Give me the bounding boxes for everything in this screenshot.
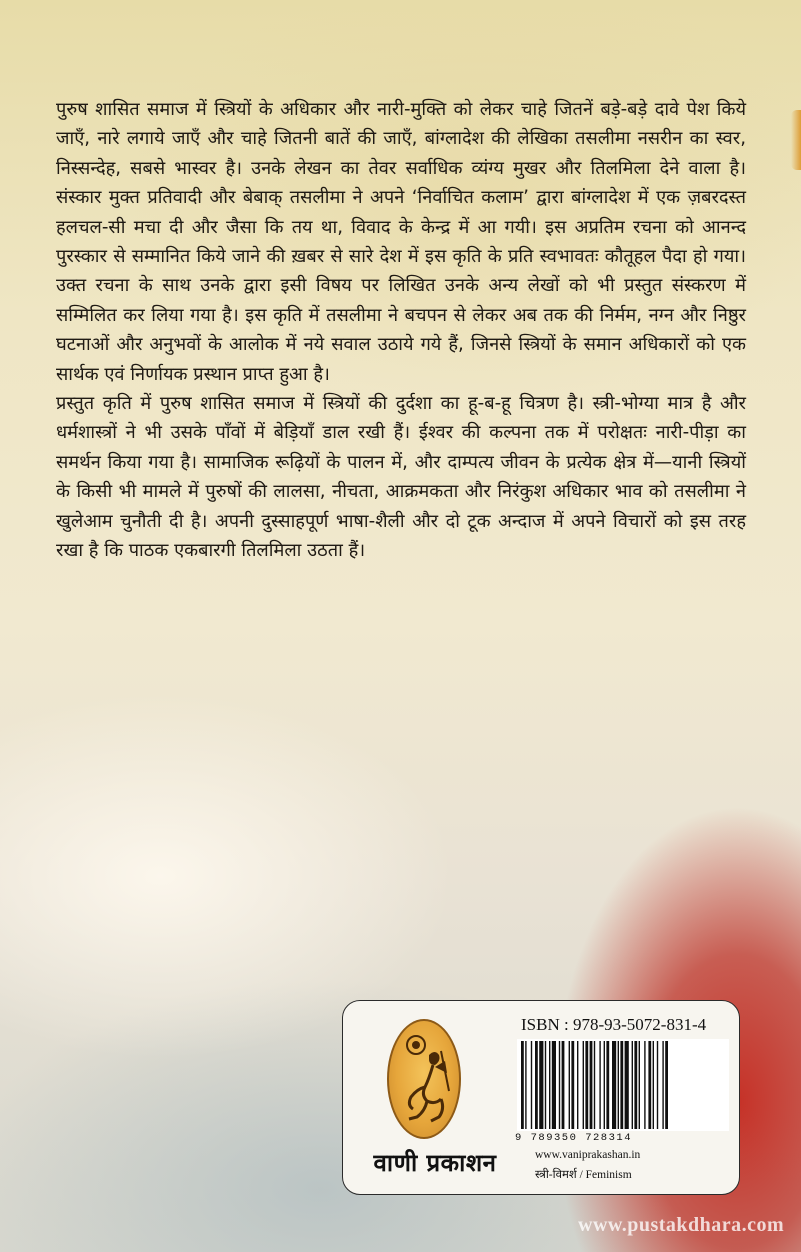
blurb-paragraph-1: पुरुष शासित समाज में स्त्रियों के अधिकार और नारी-मुक्ति को लेकर चाहे जितनें बड़े-बड़े दावे पेश किये जाएँ, नारे लगाये जाएँ और चाहे जितनी बातें की जाएँ, बांग्लादेश की लेखिका तसलीमा नसरीन का स्वर, निस्सन्देह, सबसे भास्वर है। उनके लेखन का तेवर सर्वाधिक व्यंग्य मुखर और तिलमिला देने वाला है। संस्कार मुक्त प्रतिवादी और बेबाक् तसलीमा ने अपने ‘निर्वाचित कलाम’ द्वारा बांग्लादेश में एक ज़बरदस्त हलचल-सी मचा दी और जैसा कि तय था, विवाद के केन्द्र में आ गयी। इस अप्रतिम रचना को आनन्द पुरस्कार से सम्मानित किये जाने की ख़बर से सारे देश में इस कृति के प्रति स्वभावतः कौतूहल पैदा हो गया। उक्त रचना के साथ उनके द्वारा इसी विषय पर लिखित उनके अन्य लेखों को भी प्रस्तुत संस्करण में सम्मिलित कर लिया गया है। इस कृति में तसलीमा ने बचपन से लेकर अब तक की निर्मम, नग्न और निष्ठुर घटनाओं और अनुभवों के आलोक में नये सवाल उठाये गये हैं, जिनसे स्त्रियों के समान अधिकारों को एक सार्थक एवं निर्णायक प्रस्थान प्राप्त हुआ है। — [56, 99, 746, 385]
publisher-name: वाणी प्रकाशन — [373, 1149, 497, 1177]
barcode — [517, 1039, 729, 1131]
right-edge-accent — [791, 110, 801, 170]
publisher-logo — [387, 1019, 461, 1139]
book-category: स्त्री-विमर्श / Feminism — [535, 1169, 632, 1181]
barcode-digits: 9 789350 728314 — [515, 1132, 633, 1144]
isbn-number: ISBN : 978-93-5072-831-4 — [521, 1015, 707, 1034]
blurb-paragraph-2: प्रस्तुत कृति में पुरुष शासित समाज में स्त्रियों की दुर्दशा का हू-ब-हू चित्रण है। स्त्री-भोग्या मात्र है और धर्मशास्त्रों ने भी उसके पाँवों में बेड़ियाँ डाल रखी हैं। ईश्वर की कल्पना तक में परोक्षतः नारी-पीड़ा का समर्थन किया गया है। सामाजिक रूढ़ियों के पालन में, और दाम्पत्य जीवन के प्रत्येक क्षेत्र में—यानी स्त्रियों के किसी भी मामले में पुरुषों की लालसा, नीचता, आक्रमकता और निरंकुश अधिकार भाव को तसलीमा ने खुलेआम चुनौती दी है। अपनी दुस्साहपूर्ण भाषा-शैली और दो टूक अन्दाज में अपने विचारों को इस तरह रखा है कि पाठक एकबारगी तिलमिला उठता हैं। — [56, 393, 746, 562]
barcode-bars — [517, 1039, 729, 1131]
back-cover-blurb — [56, 95, 746, 566]
watermark: www.pustakdhara.com — [578, 1214, 785, 1236]
publisher-website: www.vaniprakashan.in — [535, 1149, 641, 1161]
isbn-card — [342, 1000, 740, 1195]
seated-figure-logo-icon — [399, 1031, 453, 1131]
